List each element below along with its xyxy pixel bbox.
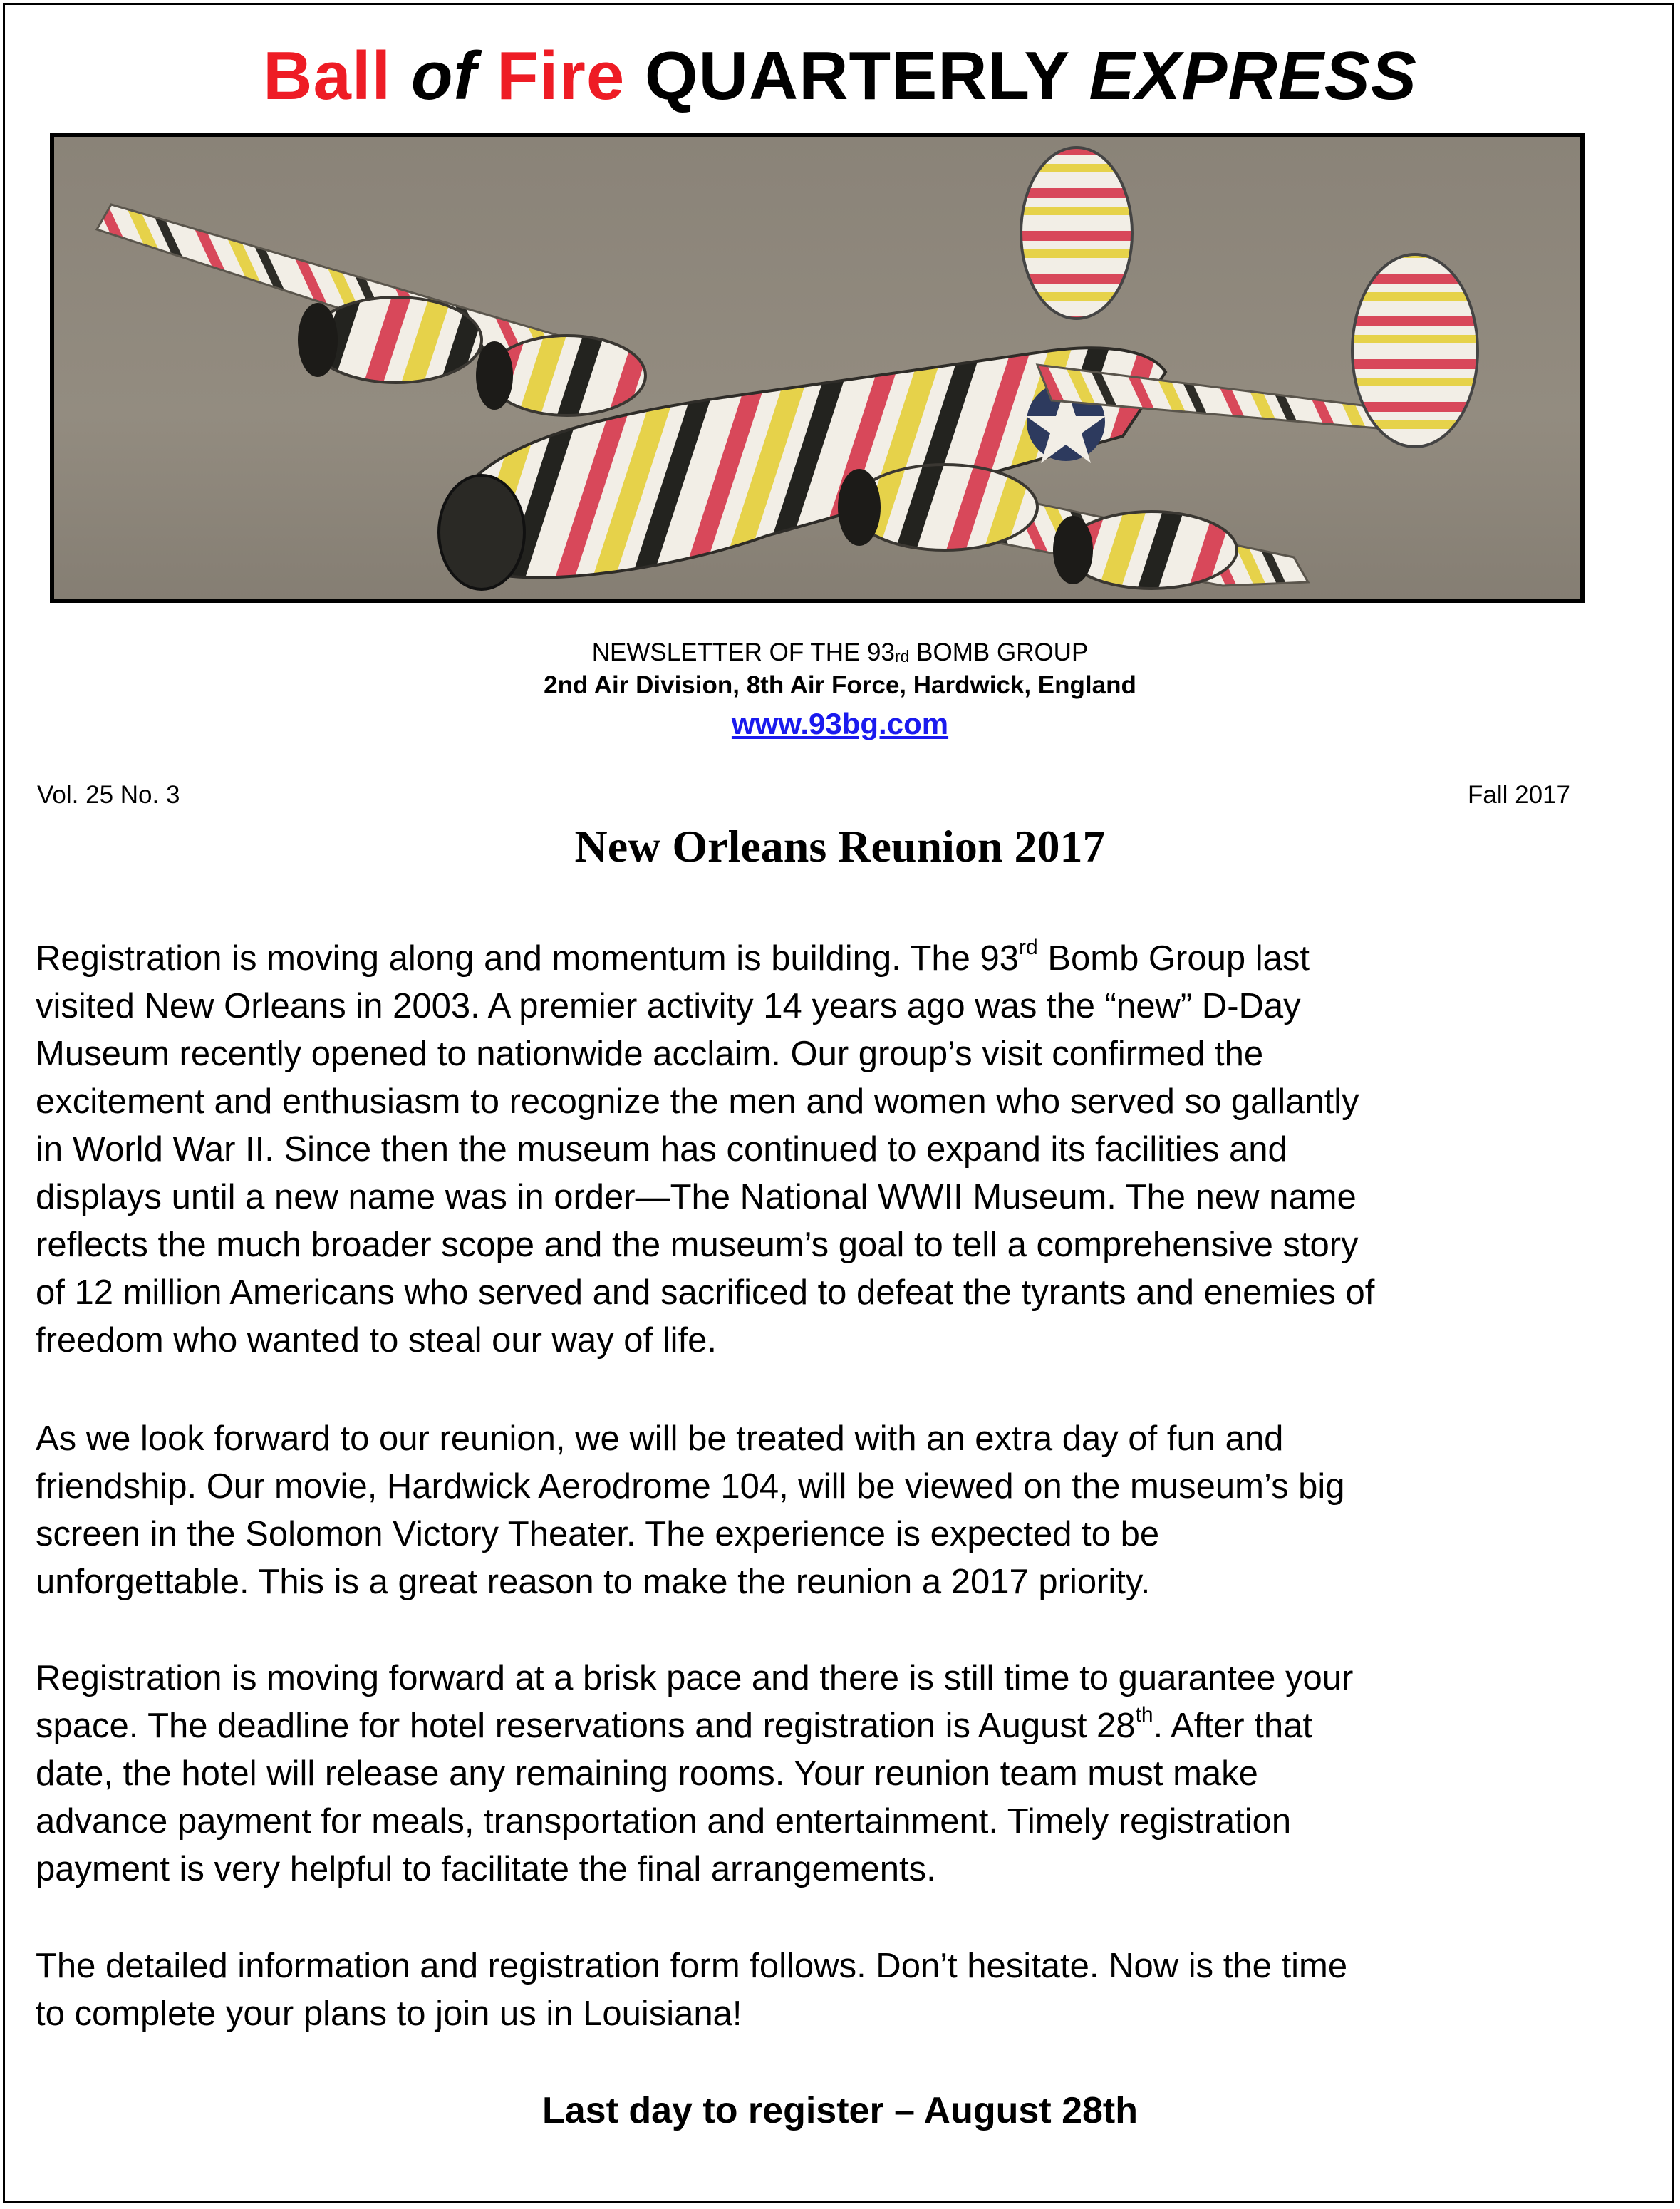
newsletter-subtitle — [0, 638, 1680, 671]
issue-volume: Vol. 25 No. 3 — [37, 781, 180, 809]
subtitle-text-b: BOMB GROUP — [909, 638, 1089, 666]
paragraph-line: space. The deadline for hotel reservations and registration is August 28th. After that — [36, 1703, 1312, 1745]
bomber-photo — [50, 133, 1585, 603]
masthead-express: EXPRESS — [1089, 38, 1417, 114]
article-paragraph-2 — [36, 1415, 1646, 1606]
paragraph-line: Registration is moving along and momentum is building. The 93rd Bomb Group last — [36, 936, 1310, 978]
masthead-ball: Ball — [263, 38, 392, 114]
paragraph-line: reflects the much broader scope and the museum’s goal to tell a comprehensive story — [36, 1226, 1359, 1264]
paragraph-line: advance payment for meals, transportation and entertainment. Timely registration — [36, 1802, 1292, 1841]
paragraph-line: excitement and enthusiasm to recognize the men and women who served so gallantly — [36, 1082, 1359, 1121]
paragraph-line: payment is very helpful to facilitate the final arrangements. — [36, 1850, 936, 1888]
registration-deadline-note: Last day to register – August 28th — [541, 2090, 1139, 2131]
paragraph-line: in World War II. Since then the museum has continued to expand its facilities and — [36, 1130, 1287, 1169]
paragraph-line: of 12 million Americans who served and sacrificed to defeat the tyrants and enemies of — [36, 1273, 1375, 1312]
division-line: 2nd Air Division, 8th Air Force, Hardwick, England — [544, 671, 1136, 699]
paragraph-line: Museum recently opened to nationwide acclaim. Our group’s visit confirmed the — [36, 1035, 1264, 1073]
paragraph-line: unforgettable. This is a great reason to make the reunion a 2017 priority. — [36, 1563, 1151, 1601]
website-row — [0, 707, 1680, 741]
paragraph-line: friendship. Our movie, Hardwick Aerodrome 104, will be viewed on the museum’s big — [36, 1467, 1345, 1506]
website-link[interactable]: www.93bg.com — [731, 707, 949, 740]
ordinal-th: th — [1135, 1703, 1153, 1727]
paragraph-line: As we look forward to our reunion, we will be treated with an extra day of fun and — [36, 1419, 1284, 1458]
article-paragraph-3 — [36, 1655, 1646, 1893]
subtitle-text-a: NEWSLETTER OF THE 93 — [591, 638, 895, 666]
ordinal-rd: rd — [1019, 936, 1038, 959]
paragraph-line: date, the hotel will release any remaining rooms. Your reunion team must make — [36, 1754, 1258, 1793]
masthead-quarterly: QUARTERLY — [644, 38, 1069, 114]
article-headline: New Orleans Reunion 2017 — [574, 821, 1106, 871]
paragraph-line: The detailed information and registration form follows. Don’t hesitate. Now is the time — [36, 1947, 1348, 1985]
masthead-of: of — [410, 38, 477, 114]
paragraph-line: screen in the Solomon Victory Theater. The experience is expected to be — [36, 1515, 1160, 1553]
article-paragraph-4 — [36, 1942, 1646, 2038]
paragraph-line: freedom who wanted to steal our way of life. — [36, 1321, 717, 1360]
masthead-fire: Fire — [497, 38, 626, 114]
paragraph-line: visited New Orleans in 2003. A premier activity 14 years ago was the “new” D-Day — [36, 987, 1301, 1025]
subtitle-ordinal: rd — [894, 647, 910, 666]
article-paragraph-1 — [36, 935, 1646, 1365]
issue-season: Fall 2017 — [1468, 781, 1570, 809]
paragraph-line: displays until a new name was in order—The National WWII Museum. The new name — [36, 1178, 1357, 1216]
newsletter-masthead — [0, 37, 1680, 115]
paragraph-line: Registration is moving forward at a brisk pace and there is still time to guarantee your — [36, 1659, 1354, 1697]
paragraph-line: to complete your plans to join us in Louisiana! — [36, 1995, 742, 2033]
